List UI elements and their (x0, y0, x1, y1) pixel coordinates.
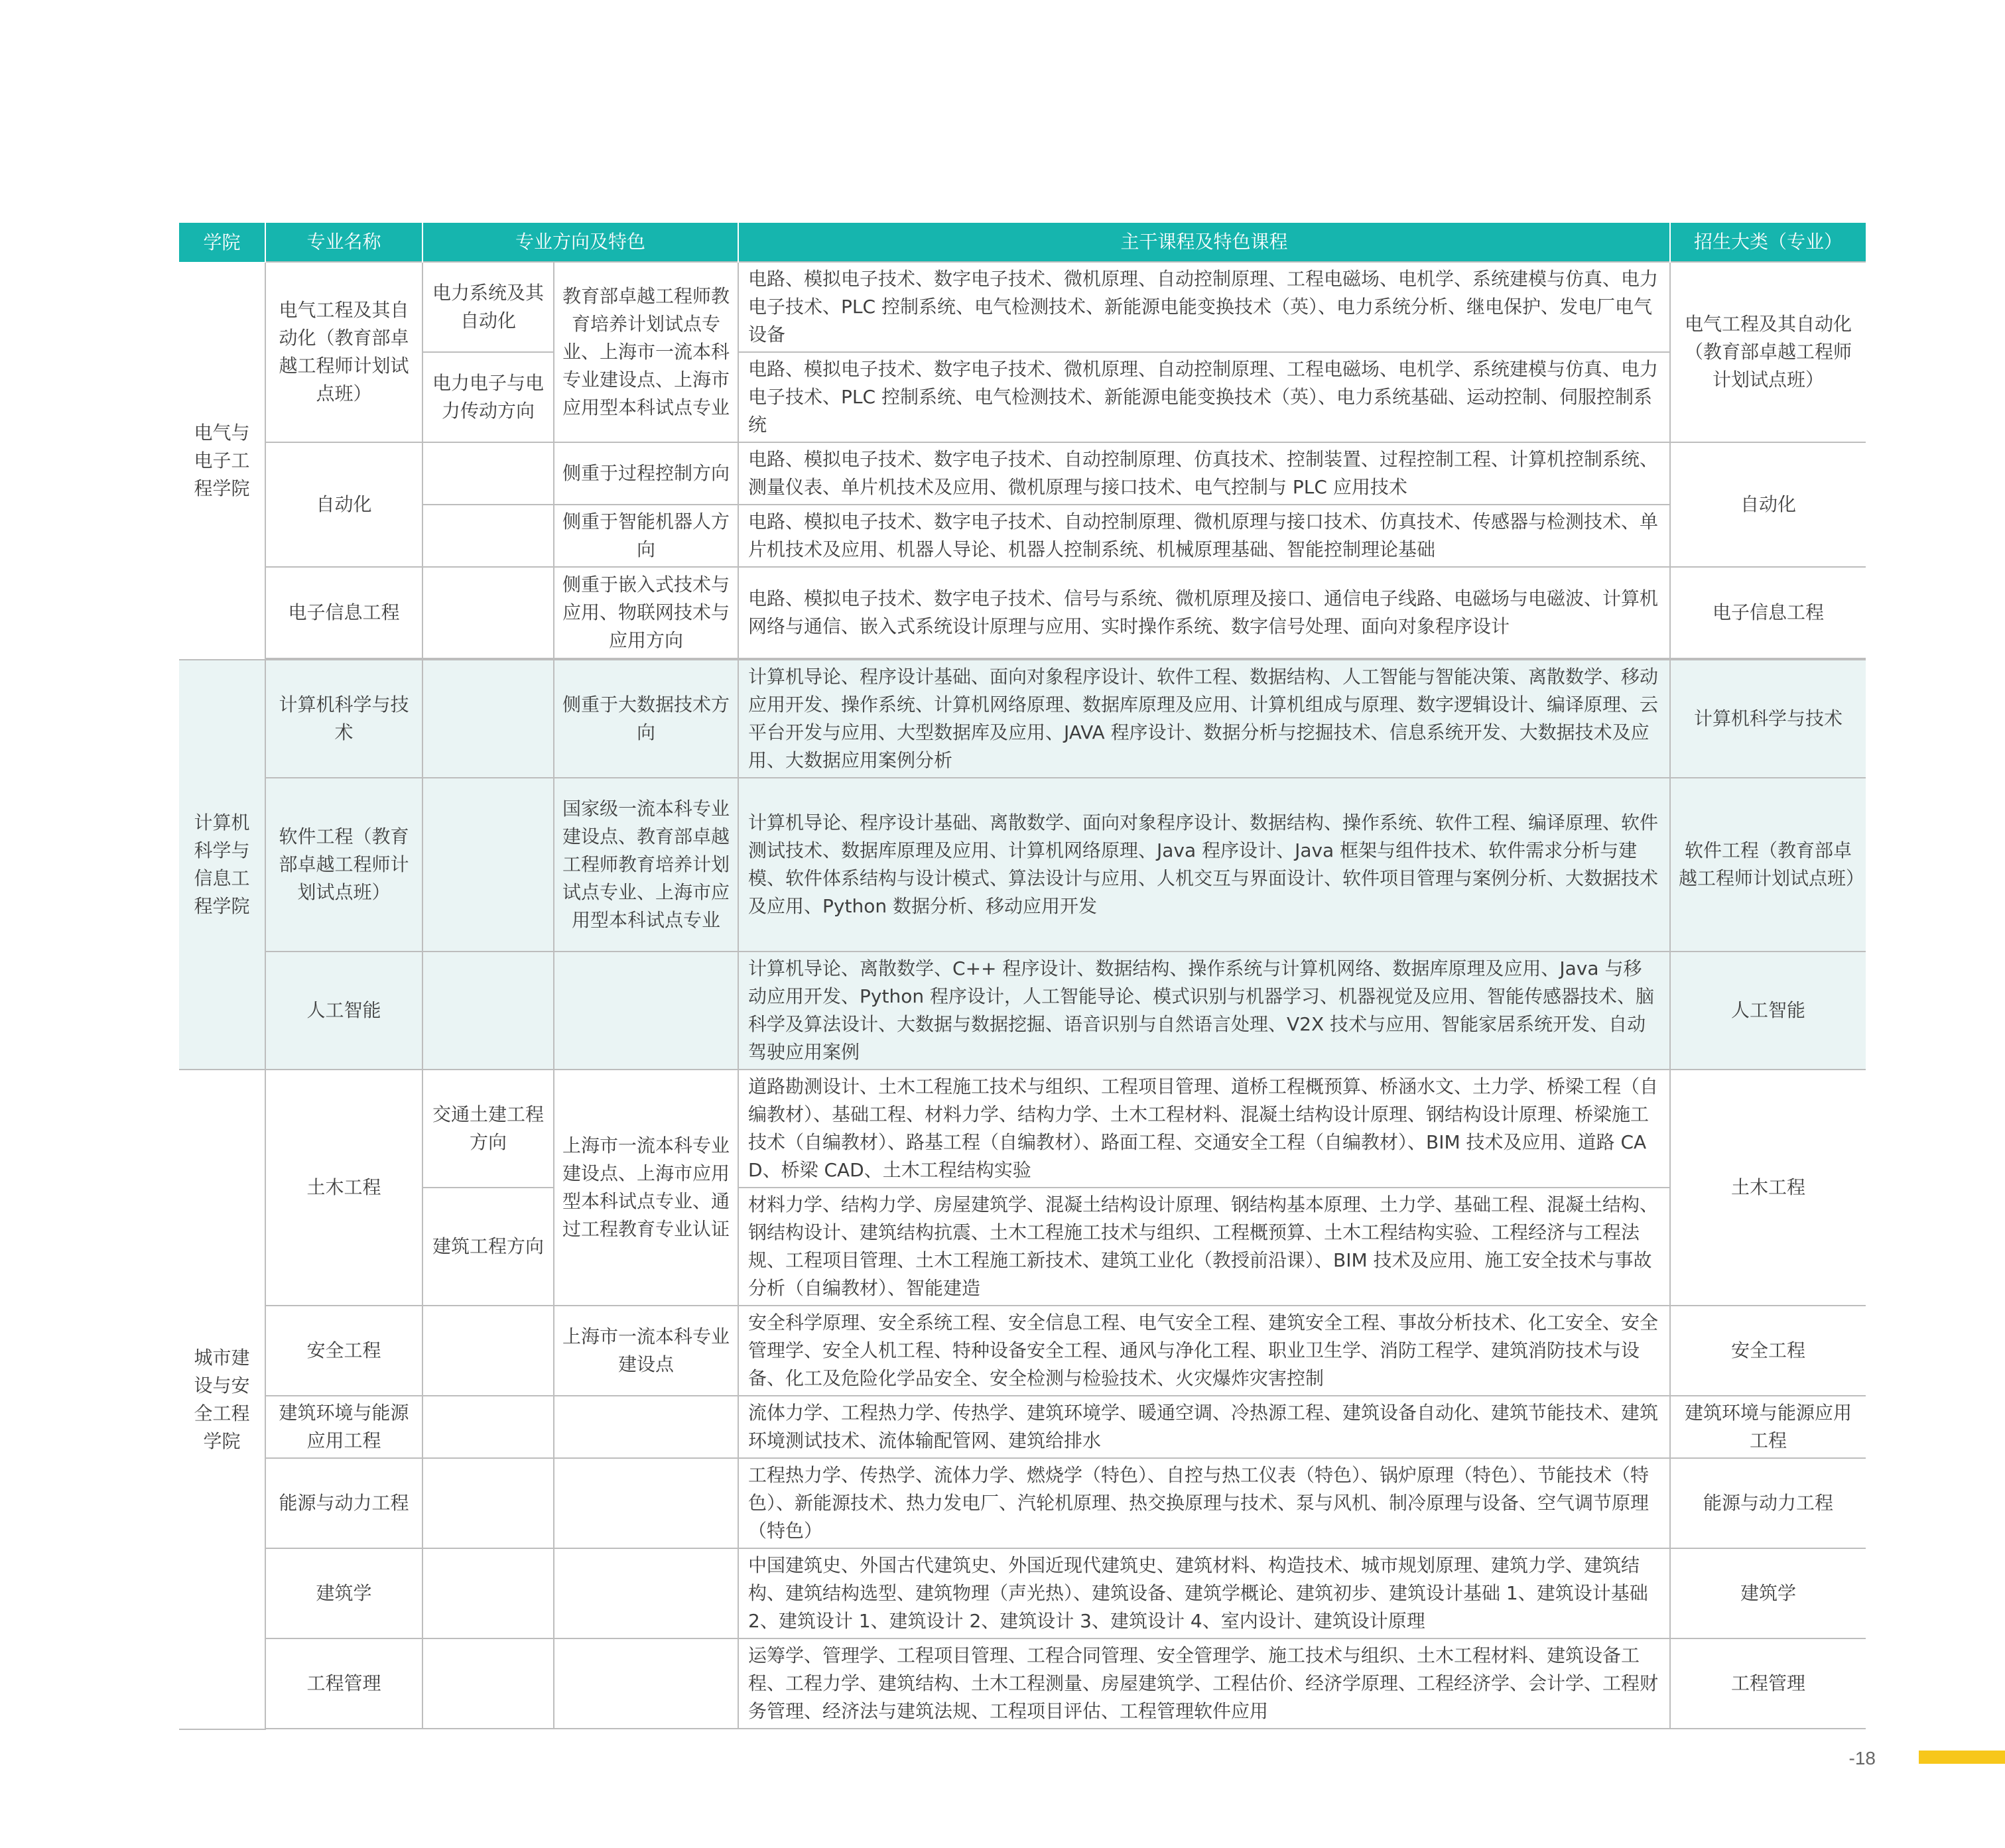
header-major: 专业名称 (265, 223, 422, 262)
direction-cell (422, 1396, 554, 1458)
enrollment-cell: 电子信息工程 (1670, 567, 1866, 658)
direction-cell (422, 567, 554, 658)
courses-cell: 计算机导论、程序设计基础、离散数学、面向对象程序设计、数据结构、操作系统、软件工程、编译原理、软件测试技术、数据库原理及应用、计算机网络原理、Java 程序设计、Java 框架与组件技术、软件需求分析与建模、软件体系结构与设计模式、算法设计与应用、人机交互与界面设计、软件项目管理与案例分析、大数据技术及应用、Python 数据分析、移动应用开发 (738, 778, 1670, 952)
feature-cell (554, 1396, 738, 1458)
courses-cell: 中国建筑史、外国古代建筑史、外国近现代建筑史、建筑材料、构造技术、城市规划原理、建筑力学、建筑结构、建筑结构选型、建筑物理（声光热）、建筑设备、建筑学概论、建筑初步、建筑设计基础 1、建筑设计基础 2、建筑设计 1、建筑设计 2、建筑设计 3、建筑设计 4、室内设计、建筑设计原理 (738, 1548, 1670, 1638)
feature-cell: 侧重于智能机器人方向 (554, 505, 738, 567)
major-cell: 建筑环境与能源应用工程 (265, 1396, 422, 1458)
courses-cell: 计算机导论、离散数学、C++ 程序设计、数据结构、操作系统与计算机网络、数据库原理及应用、Java 与移动应用开发、Python 程序设计，人工智能导论、模式识别与机器学习、机器视觉及应用、智能传感器技术、脑科学及算法设计、大数据与数据挖掘、语音识别与自然语言处理、V2X 技术与应用、智能家居系统开发、自动驾驶应用案例 (738, 952, 1670, 1070)
enrollment-cell: 工程管理 (1670, 1638, 1866, 1729)
direction-cell: 交通土建工程方向 (422, 1070, 554, 1188)
direction-cell (422, 778, 554, 952)
courses-cell: 计算机导论、程序设计基础、面向对象程序设计、软件工程、数据结构、人工智能与智能决策、离散数学、移动应用开发、操作系统、计算机网络原理、数据库原理及应用、计算机组成与原理、数字逻辑设计、编译原理、云平台开发与应用、大型数据库及应用、JAVA 程序设计、数据分析与挖掘技术、信息系统开发、大数据技术及应用、大数据应用案例分析 (738, 660, 1670, 778)
table-row (179, 1396, 1866, 1458)
feature-cell: 上海市一流本科专业建设点 (554, 1306, 738, 1396)
courses-cell: 运筹学、管理学、工程项目管理、工程合同管理、安全管理学、施工技术与组织、土木工程材料、建筑设备工程、工程力学、建筑结构、土木工程测量、房屋建筑学、工程估价、经济学原理、工程经济学、会计学、工程财务管理、经济法与建筑法规、工程项目评估、工程管理软件应用 (738, 1638, 1670, 1729)
major-cell: 自动化 (265, 442, 422, 567)
courses-cell: 流体力学、工程热力学、传热学、建筑环境学、暖通空调、冷热源工程、建筑设备自动化、建筑节能技术、建筑环境测试技术、流体输配管网、建筑给排水 (738, 1396, 1670, 1458)
major-cell: 安全工程 (265, 1306, 422, 1396)
table-row (179, 442, 1866, 505)
courses-cell: 电路、模拟电子技术、数字电子技术、自动控制原理、仿真技术、控制装置、过程控制工程、计算机控制系统、测量仪表、单片机技术及应用、微机原理与接口技术、电气控制与 PLC 应用技术 (738, 442, 1670, 505)
enrollment-cell: 软件工程（教育部卓越工程师计划试点班） (1670, 778, 1866, 952)
college-cell: 计算机科学与信息工程学院 (179, 660, 265, 1070)
enrollment-cell: 建筑环境与能源应用工程 (1670, 1396, 1866, 1458)
feature-cell: 国家级一流本科专业建设点、教育部卓越工程师教育培养计划试点专业、上海市应用型本科试点专业 (554, 778, 738, 952)
page-number: -18 (1848, 1748, 1876, 1768)
table-row (179, 1458, 1866, 1548)
feature-cell (554, 1638, 738, 1729)
enrollment-cell: 自动化 (1670, 442, 1866, 567)
table-row (179, 778, 1866, 952)
courses-cell: 工程热力学、传热学、流体力学、燃烧学（特色）、自控与热工仪表（特色）、锅炉原理（特色）、节能技术（特色）、新能源技术、热力发电厂、汽轮机原理、热交换原理与技术、泵与风机、制冷原理与设备、空气调节原理（特色） (738, 1458, 1670, 1548)
table-row (179, 660, 1866, 778)
page-accent-bar (1919, 1751, 2005, 1764)
table-row (179, 352, 1866, 442)
feature-cell (554, 1548, 738, 1638)
courses-cell: 电路、模拟电子技术、数字电子技术、微机原理、自动控制原理、工程电磁场、电机学、系统建模与仿真、电力电子技术、PLC 控制系统、电气检测技术、新能源电能变换技术（英）、电力系统基础、运动控制、伺服控制系统 (738, 352, 1670, 442)
major-cell: 土木工程 (265, 1070, 422, 1306)
feature-cell: 教育部卓越工程师教育培养计划试点专业、上海市一流本科专业建设点、上海市应用型本科试点专业 (554, 262, 738, 442)
courses-cell: 电路、模拟电子技术、数字电子技术、信号与系统、微机原理及接口、通信电子线路、电磁场与电磁波、计算机网络与通信、嵌入式系统设计原理与应用、实时操作系统、数字信号处理、面向对象程序设计 (738, 567, 1670, 658)
table-row (179, 1188, 1866, 1306)
direction-cell: 电力电子与电力传动方向 (422, 352, 554, 442)
major-cell: 建筑学 (265, 1548, 422, 1638)
feature-cell: 侧重于嵌入式技术与应用、物联网技术与应用方向 (554, 567, 738, 658)
courses-cell: 电路、模拟电子技术、数字电子技术、微机原理、自动控制原理、工程电磁场、电机学、系统建模与仿真、电力电子技术、PLC 控制系统、电气检测技术、新能源电能变换技术（英）、电力系统分析、继电保护、发电厂电气设备 (738, 262, 1670, 352)
table-row (179, 505, 1866, 567)
table-row (179, 1306, 1866, 1396)
enrollment-cell: 电气工程及其自动化（教育部卓越工程师计划试点班） (1670, 262, 1866, 442)
enrollment-cell: 能源与动力工程 (1670, 1458, 1866, 1548)
courses-cell: 材料力学、结构力学、房屋建筑学、混凝土结构设计原理、钢结构基本原理、土力学、基础工程、混凝土结构、钢结构设计、建筑结构抗震、土木工程施工技术与组织、工程概预算、土木工程结构实验、工程经济与工程法规、工程项目管理、土木工程施工新技术、建筑工业化（教授前沿课）、BIM 技术及应用、施工安全技术与事故分析（自编教材）、智能建造 (738, 1188, 1670, 1306)
major-cell: 人工智能 (265, 952, 422, 1070)
direction-cell (422, 1638, 554, 1729)
header-enrollment: 招生大类（专业） (1670, 223, 1866, 262)
header-college: 学院 (179, 223, 265, 262)
table-row (179, 1548, 1866, 1638)
direction-cell (422, 660, 554, 778)
direction-cell: 建筑工程方向 (422, 1188, 554, 1306)
direction-cell (422, 1306, 554, 1396)
courses-cell: 电路、模拟电子技术、数字电子技术、自动控制原理、微机原理与接口技术、仿真技术、传感器与检测技术、单片机技术及应用、机器人导论、机器人控制系统、机械原理基础、智能控制理论基础 (738, 505, 1670, 567)
major-cell: 工程管理 (265, 1638, 422, 1729)
direction-cell: 电力系统及其自动化 (422, 262, 554, 352)
courses-cell: 安全科学原理、安全系统工程、安全信息工程、电气安全工程、建筑安全工程、事故分析技术、化工安全、安全管理学、安全人机工程、特种设备安全工程、通风与净化工程、职业卫生学、消防工程学、建筑消防技术与设备、化工及危险化学品安全、安全检测与检验技术、火灾爆炸灾害控制 (738, 1306, 1670, 1396)
enrollment-cell: 土木工程 (1670, 1070, 1866, 1306)
major-cell: 电子信息工程 (265, 567, 422, 658)
major-cell: 电气工程及其自动化（教育部卓越工程师计划试点班） (265, 262, 422, 442)
enrollment-cell: 建筑学 (1670, 1548, 1866, 1638)
courses-cell: 道路勘测设计、土木工程施工技术与组织、工程项目管理、道桥工程概预算、桥涵水文、土力学、桥梁工程（自编教材）、基础工程、材料力学、结构力学、土木工程材料、混凝土结构设计原理、钢结构设计原理、桥梁施工技术（自编教材）、路基工程（自编教材）、路面工程、交通安全工程（自编教材）、BIM 技术及应用、道路 CAD、桥梁 CAD、土木工程结构实验 (738, 1070, 1670, 1188)
direction-cell (422, 505, 554, 567)
enrollment-cell: 计算机科学与技术 (1670, 660, 1866, 778)
table-row (179, 1638, 1866, 1729)
direction-cell (422, 952, 554, 1070)
enrollment-cell: 安全工程 (1670, 1306, 1866, 1396)
table-header-row (179, 223, 1866, 262)
feature-cell: 侧重于过程控制方向 (554, 442, 738, 505)
enrollment-cell: 人工智能 (1670, 952, 1866, 1070)
major-cell: 能源与动力工程 (265, 1458, 422, 1548)
table-row (179, 262, 1866, 352)
feature-cell (554, 952, 738, 1070)
college-cell: 电气与电子工程学院 (179, 262, 265, 660)
table-row (179, 1070, 1866, 1188)
feature-cell (554, 1458, 738, 1548)
header-courses: 主干课程及特色课程 (738, 223, 1670, 262)
major-cell: 软件工程（教育部卓越工程师计划试点班） (265, 778, 422, 952)
table-row (179, 567, 1866, 658)
feature-cell: 侧重于大数据技术方向 (554, 660, 738, 778)
direction-cell (422, 1458, 554, 1548)
table-row (179, 952, 1866, 1070)
header-direction: 专业方向及特色 (422, 223, 738, 262)
direction-cell (422, 1548, 554, 1638)
direction-cell (422, 442, 554, 505)
majors-table (179, 223, 1866, 1730)
major-cell: 计算机科学与技术 (265, 660, 422, 778)
feature-cell: 上海市一流本科专业建设点、上海市应用型本科试点专业、通过工程教育专业认证 (554, 1070, 738, 1306)
college-cell: 城市建设与安全工程学院 (179, 1070, 265, 1729)
